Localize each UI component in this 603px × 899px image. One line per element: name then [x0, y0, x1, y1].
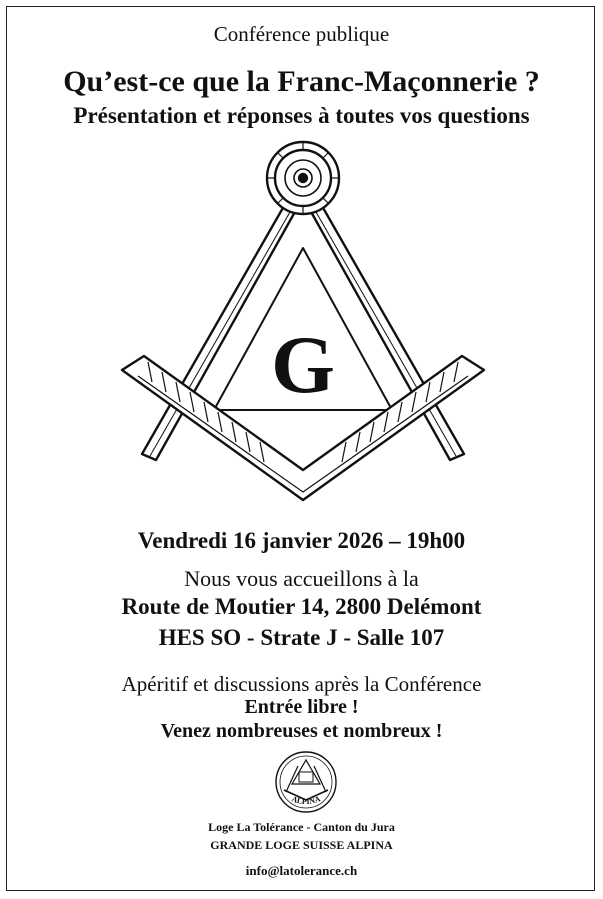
- page-subtitle: Présentation et réponses à toutes vos questions: [73, 103, 530, 128]
- entry-text: Entrée libre !: [244, 696, 359, 718]
- svg-text:ALPINA: [290, 794, 321, 806]
- grand-lodge-name: GRANDE LOGE SUISSE ALPINA: [210, 838, 393, 852]
- invite-text: Venez nombreuses et nombreux !: [160, 720, 443, 742]
- alpina-seal-icon: [268, 750, 344, 816]
- aperitif-text: Apéritif et discussions après la Conférence: [121, 672, 482, 696]
- welcome-text: Nous vous accueillons à la: [184, 566, 419, 591]
- contact-email[interactable]: info@latolerance.ch: [245, 863, 358, 878]
- seal-text: ALPINA: [290, 794, 322, 807]
- event-room: HES SO - Strate J - Salle 107: [158, 625, 445, 650]
- event-address: Route de Moutier 14, 2800 Delémont: [121, 594, 482, 619]
- event-datetime: Vendredi 16 janvier 2026 – 19h00: [137, 528, 466, 553]
- conference-kicker: Conférence publique: [213, 22, 390, 46]
- lodge-name: Loge La Tolérance - Canton du Jura: [208, 820, 395, 834]
- letter-g: G: [271, 319, 335, 410]
- square-and-compasses-icon: [118, 140, 488, 520]
- page-title: Qu’est-ce que la Franc-Maçonnerie ?: [63, 65, 540, 98]
